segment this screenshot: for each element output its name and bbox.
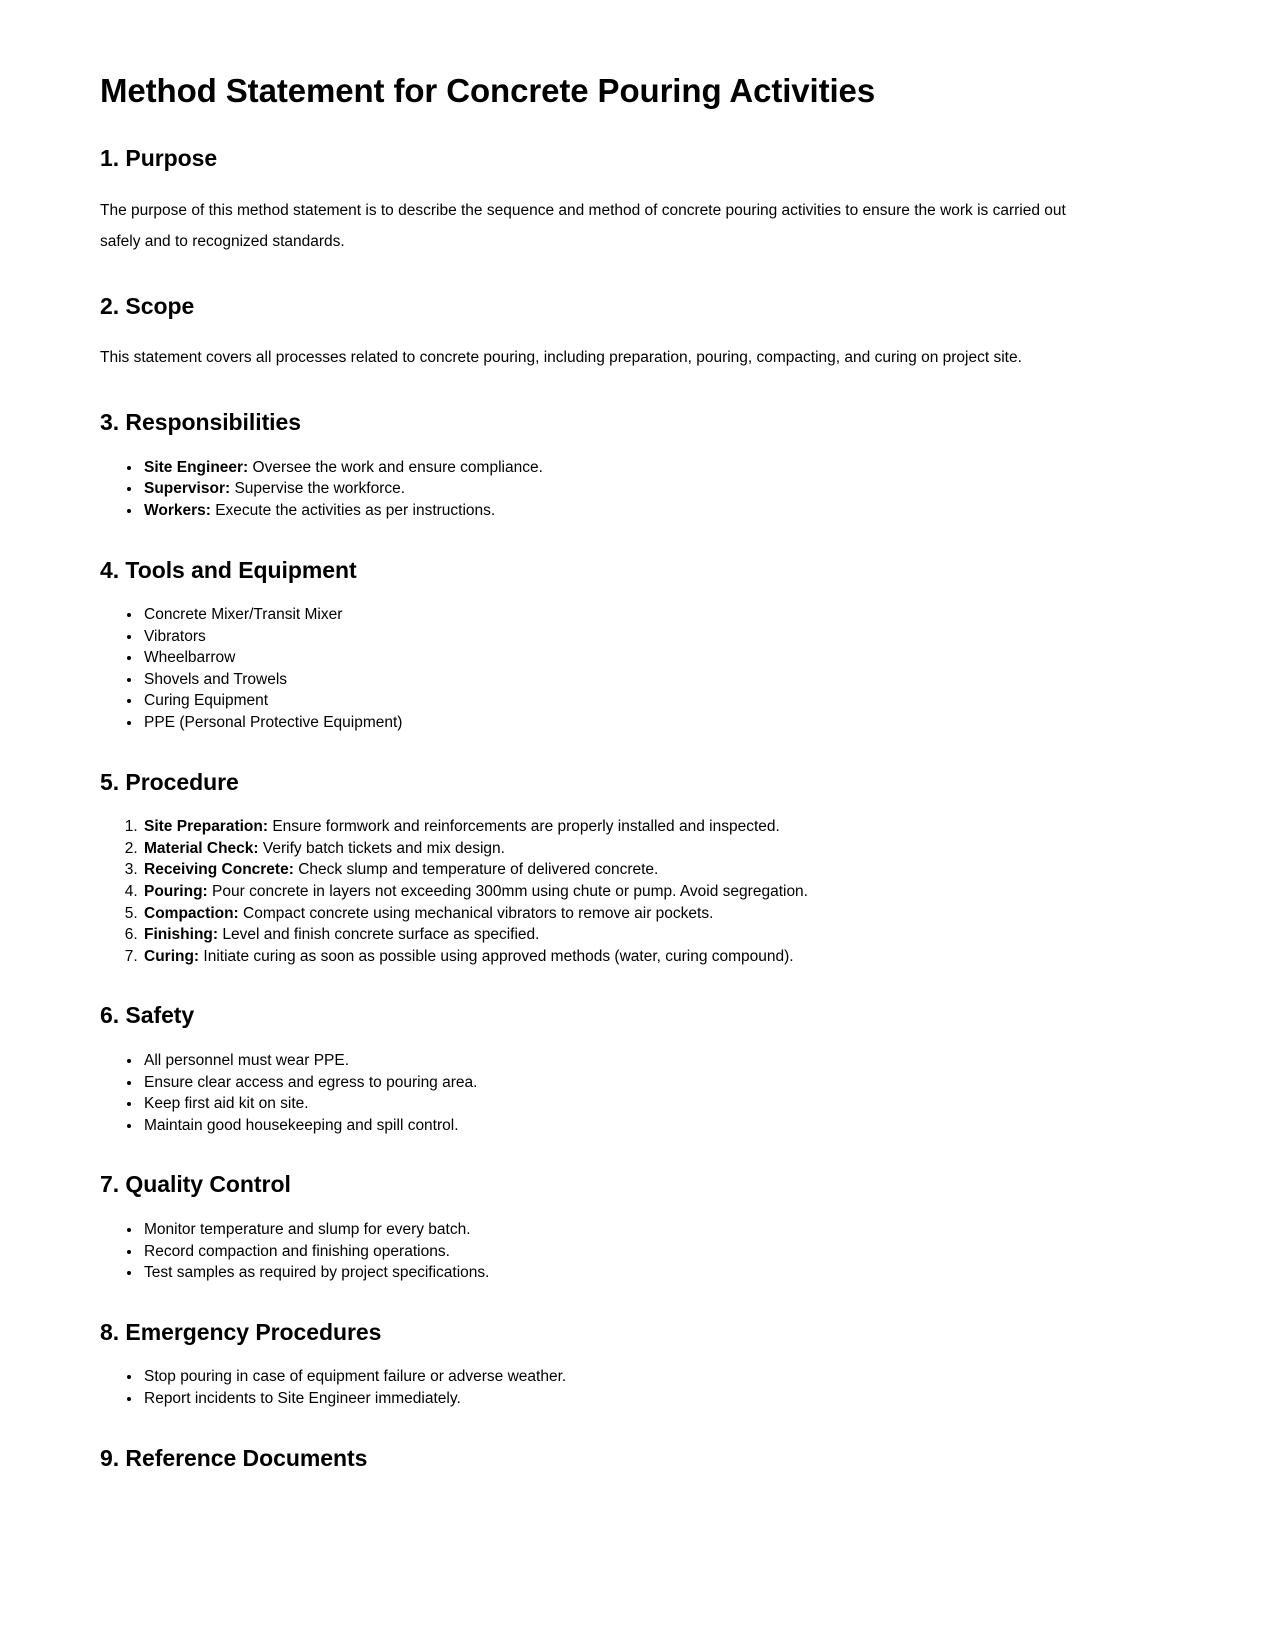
responsibilities-list: [100, 459, 1100, 521]
section-safety: [100, 1002, 1100, 1135]
section-scope: [100, 293, 1100, 374]
list-item: [142, 840, 1100, 859]
section-heading-responsibilities: 3. Responsibilities: [100, 409, 301, 436]
list-item: [142, 1074, 1100, 1093]
list-item-text: Shovels and Trowels: [144, 670, 288, 688]
list-item-lead: Workers:: [144, 501, 211, 519]
list-item: [142, 649, 1100, 668]
list-item-text: Curing Equipment: [144, 692, 269, 710]
list-item: [142, 692, 1100, 711]
list-item-text: Compact concrete using mechanical vibrators to remove air pockets.: [243, 904, 714, 922]
list-item-lead: Pouring:: [144, 883, 208, 901]
section-heading-scope: 2. Scope: [100, 292, 195, 319]
list-item-text: Monitor temperature and slump for every batch.: [144, 1220, 471, 1238]
list-item: [142, 671, 1100, 690]
list-item-lead: Supervisor:: [144, 480, 231, 498]
list-item-text: PPE (Personal Protective Equipment): [144, 714, 403, 732]
list-item: [142, 948, 1100, 967]
section-heading-procedure: 5. Procedure: [100, 768, 239, 795]
page-title: Method Statement for Concrete Pouring Activities: [100, 72, 876, 109]
section-procedure: [100, 769, 1100, 967]
list-item-text: Test samples as required by project specifications.: [144, 1264, 490, 1282]
section-heading-purpose: 1. Purpose: [100, 144, 218, 171]
list-item-text: Check slump and temperature of delivered concrete.: [298, 861, 659, 879]
list-item: [142, 883, 1100, 902]
quality-control-list: [100, 1221, 1100, 1283]
list-item-text: All personnel must wear PPE.: [144, 1052, 350, 1069]
list-item-text: Record compaction and finishing operations.: [144, 1242, 450, 1260]
tools-and-equipment-list: [100, 606, 1100, 733]
section-heading-quality-control: 7. Quality Control: [100, 1171, 291, 1198]
list-item-text: Report incidents to Site Engineer immediately.: [144, 1389, 461, 1407]
section-paragraph-purpose: The purpose of this method statement is to describe the sequence and method of concrete pouring activities to ensure the work is carried out safely and to recognized standards.: [100, 201, 1066, 250]
section-heading-emergency-procedures: 8. Emergency Procedures: [100, 1318, 382, 1345]
list-item-text: Supervise the workforce.: [234, 480, 406, 498]
list-item-lead: Site Engineer:: [144, 458, 249, 476]
list-item-text: Initiate curing as soon as possible using approved methods (water, curing compound).: [203, 947, 794, 965]
list-item: [142, 714, 1100, 733]
emergency-procedures-list: [100, 1368, 1100, 1408]
list-item-lead: Receiving Concrete:: [144, 861, 294, 879]
list-item-text: Keep first aid kit on site.: [144, 1095, 309, 1113]
list-item: [142, 1117, 1100, 1136]
list-item: [142, 1095, 1100, 1114]
list-item-lead: Curing:: [144, 947, 200, 965]
list-item-text: Ensure formwork and reinforcements are properly installed and inspected.: [272, 818, 780, 836]
list-item-text: Vibrators: [144, 627, 206, 645]
list-item: [142, 628, 1100, 647]
list-item-text: Maintain good housekeeping and spill control.: [144, 1116, 459, 1134]
list-item-lead: Site Preparation:: [144, 818, 269, 836]
list-item: [142, 1052, 1100, 1071]
list-item-text: Level and finish concrete surface as specified.: [222, 926, 540, 944]
procedure-list: [100, 818, 1100, 966]
list-item-text: Execute the activities as per instructions.: [215, 501, 496, 519]
safety-list: [100, 1052, 1100, 1135]
section-heading-safety: 6. Safety: [100, 1002, 195, 1029]
list-item: [142, 1221, 1100, 1240]
list-item-lead: Material Check:: [144, 839, 259, 857]
list-item: [142, 1243, 1100, 1262]
list-item-text: Concrete Mixer/Transit Mixer: [144, 606, 343, 624]
list-item-text: Oversee the work and ensure compliance.: [252, 458, 543, 476]
section-quality-control: [100, 1171, 1100, 1282]
list-item: [142, 502, 1100, 521]
list-item-text: Wheelbarrow: [144, 649, 236, 667]
list-item: [142, 1264, 1100, 1283]
list-item-lead: Compaction:: [144, 904, 239, 922]
list-item-lead: Finishing:: [144, 926, 219, 944]
list-item: [142, 818, 1100, 837]
section-tools-and-equipment: [100, 557, 1100, 733]
list-item: [142, 926, 1100, 945]
section-purpose: [100, 145, 1100, 257]
list-item-text: Verify batch tickets and mix design.: [262, 839, 505, 857]
section-responsibilities: [100, 409, 1100, 520]
list-item: [142, 905, 1100, 924]
section-emergency-procedures: [100, 1319, 1100, 1409]
section-reference-documents: [100, 1445, 1100, 1473]
list-item: [142, 480, 1100, 499]
section-paragraph-scope: This statement covers all processes related to concrete pouring, including preparation, pouring, compacting, and curing on project site.: [100, 349, 1022, 367]
list-item: [142, 861, 1100, 880]
list-item-text: Ensure clear access and egress to pouring area.: [144, 1073, 478, 1091]
list-item-text: Pour concrete in layers not exceeding 300mm using chute or pump. Avoid segregation.: [212, 883, 808, 901]
list-item-text: Stop pouring in case of equipment failure or adverse weather.: [144, 1368, 567, 1386]
list-item: [142, 606, 1100, 625]
list-item: [142, 1368, 1100, 1387]
section-heading-reference-documents: 9. Reference Documents: [100, 1444, 368, 1471]
section-heading-tools-and-equipment: 4. Tools and Equipment: [100, 556, 357, 583]
list-item: [142, 459, 1100, 478]
list-item: [142, 1390, 1100, 1409]
